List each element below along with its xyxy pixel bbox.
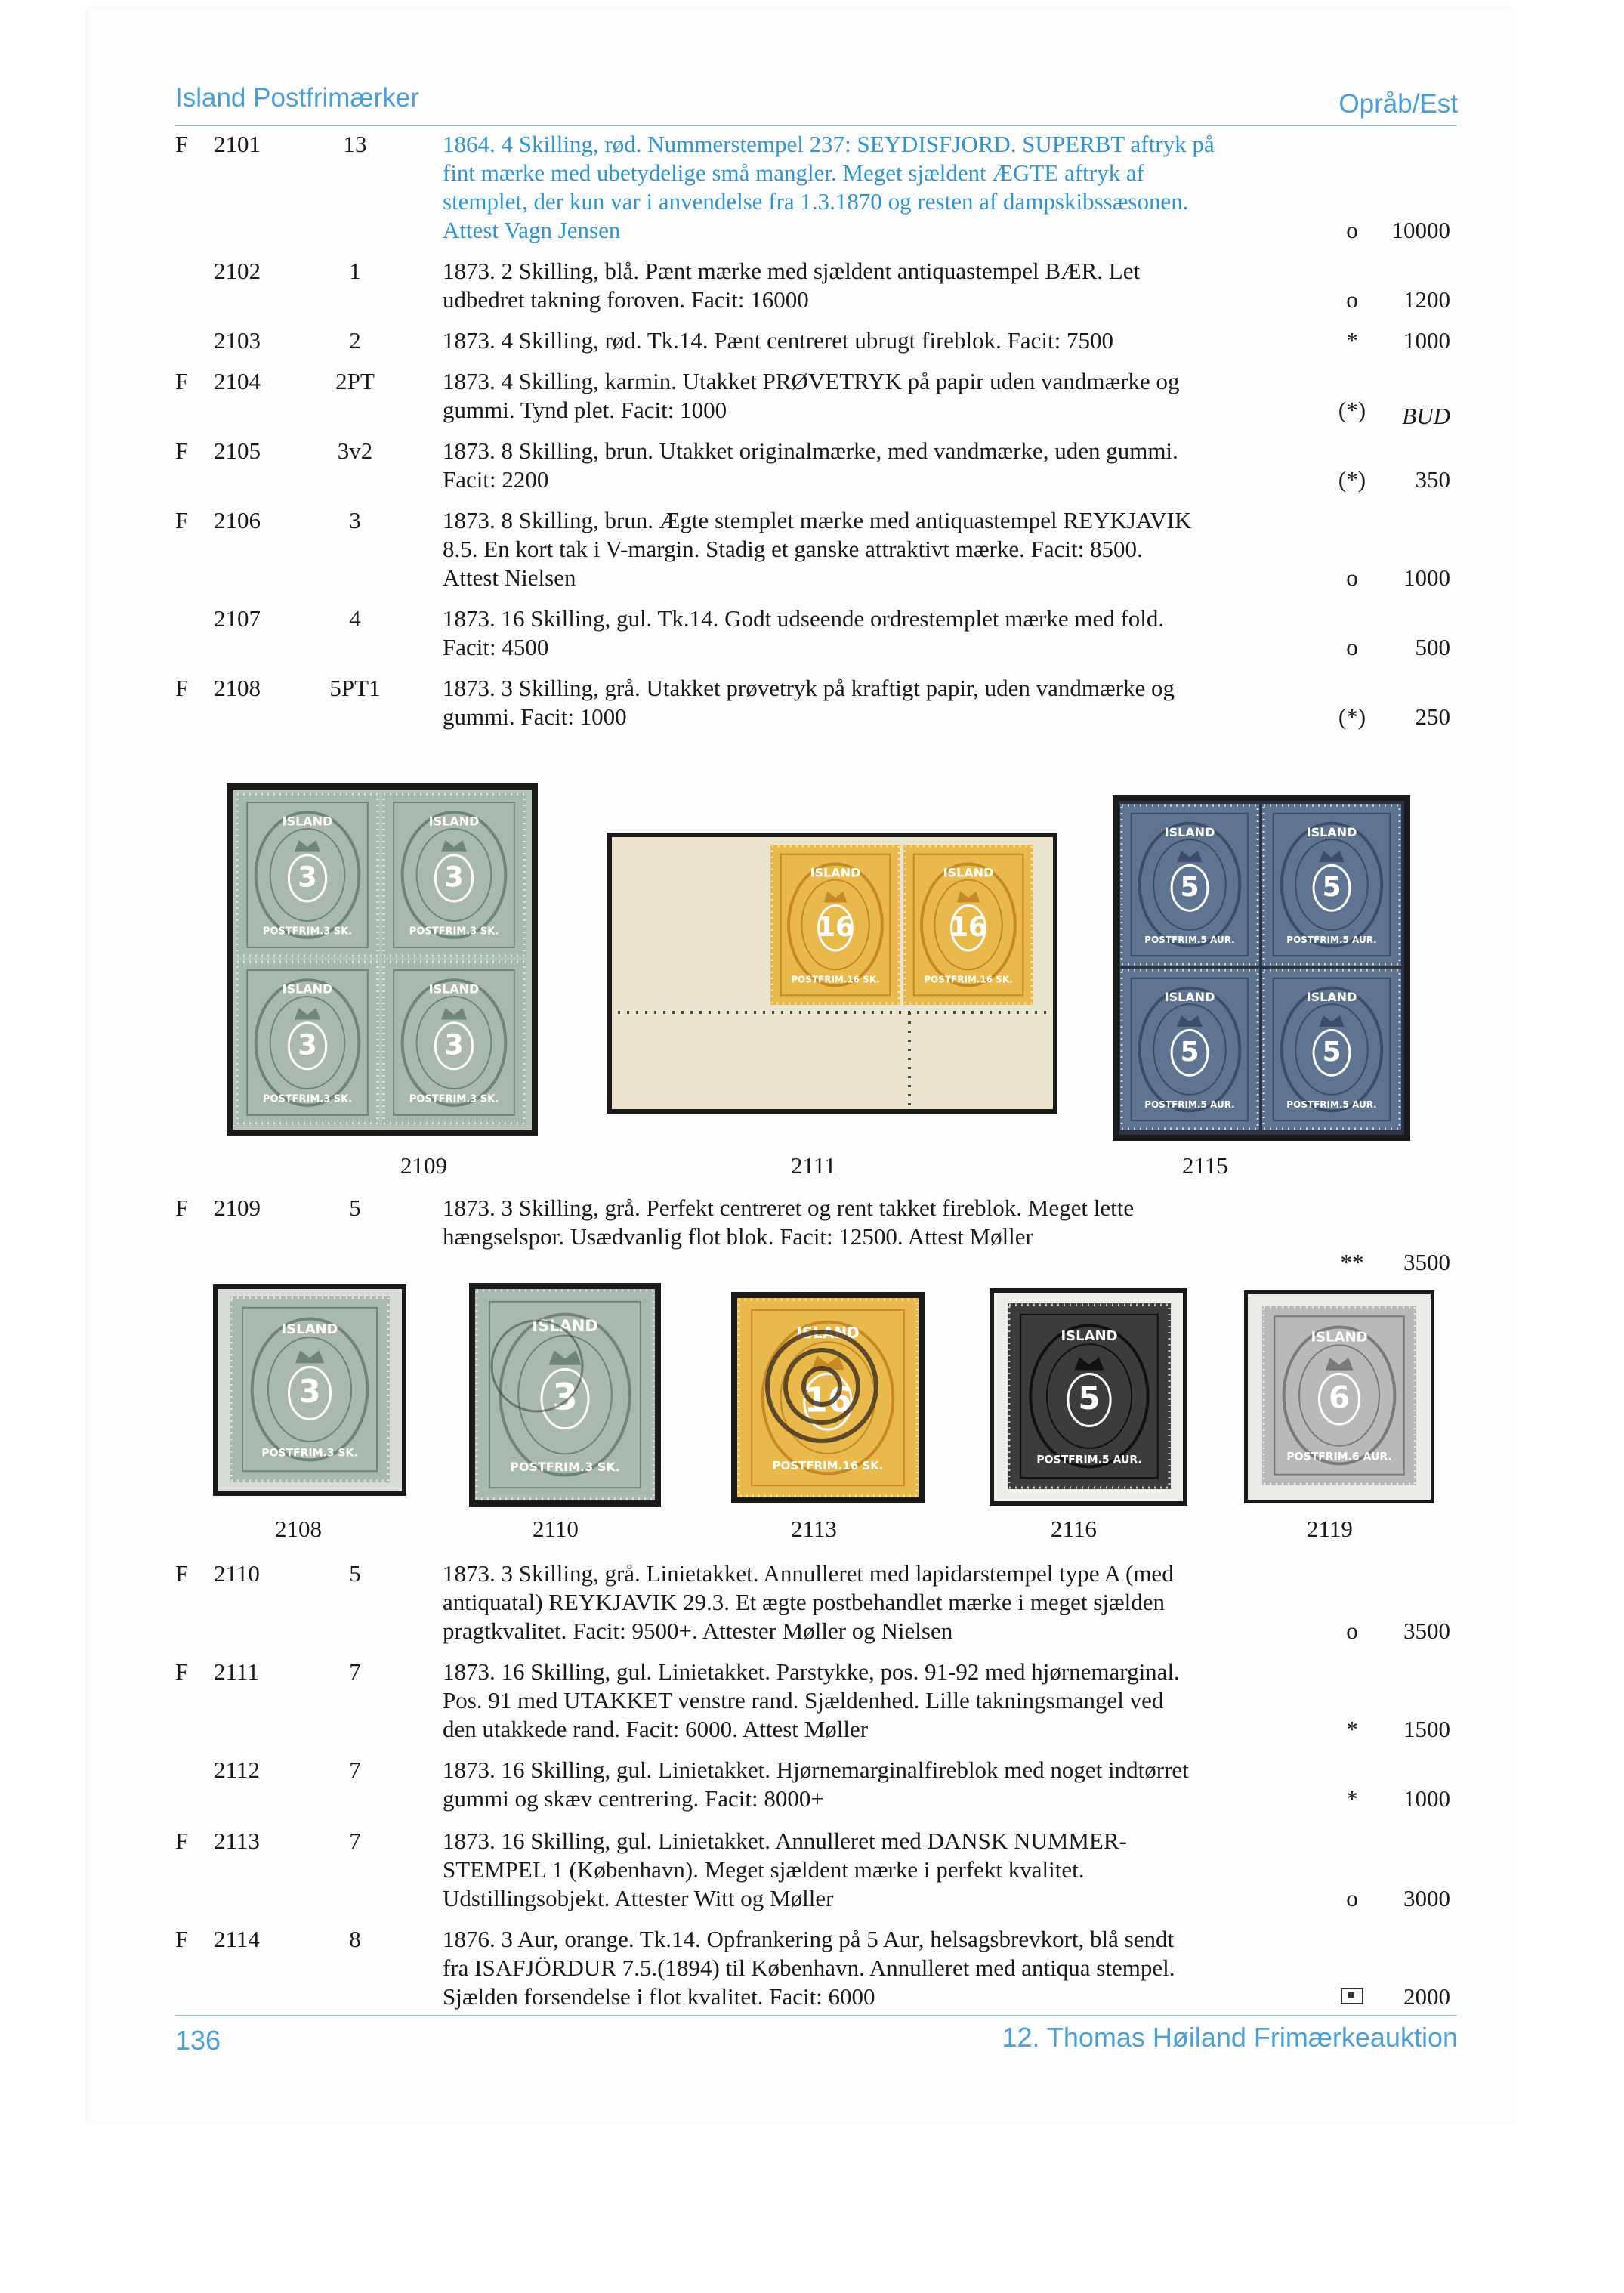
estimate-price: 1000 [1403,327,1450,354]
svg-text:POSTFRIM.16 SK.: POSTFRIM.16 SK. [791,974,880,985]
condition-symbol: * [1346,1785,1358,1812]
catalogue-number: 5 [349,1194,361,1221]
lot-description [443,1827,1326,1913]
lot-description-line: fint mærke med ubetydelige små mangler. Meget sjældent ÆGTE aftryk af [443,159,1144,186]
stamp [1120,969,1259,1130]
caption-2110: 2110 [533,1516,579,1542]
stamp [903,845,1033,1005]
auction-title: 12. Thomas Høiland Frimærkeauktion [1002,2022,1458,2053]
lot-description-line: 1873. 8 Skilling, brun. Ægte stemplet mærke med antiquastempel REYKJAVIK [443,507,1192,533]
featured-flag: F [175,1194,189,1221]
stamp [382,960,526,1125]
estimate-price: 10000 [1391,217,1450,243]
estimate-price: 2000 [1403,1983,1450,2010]
svg-text:POSTFRIM.5 AUR.: POSTFRIM.5 AUR. [1144,1099,1235,1111]
stamp [230,1296,390,1482]
lot-description-line: udbedret takning foroven. Facit: 16000 [443,286,809,313]
svg-text:POSTFRIM.5 AUR.: POSTFRIM.5 AUR. [1036,1454,1142,1466]
estimate-price: 1500 [1403,1716,1450,1742]
svg-text:ISLAND: ISLAND [428,981,480,997]
column-header-estimate: Opråb/Est [1338,89,1458,119]
catalogue-number: 8 [349,1926,361,1952]
lot-description-line: 1873. 8 Skilling, brun. Utakket originalmærke, med vandmærke, uden gummi. [443,437,1178,464]
lot-number: 2106 [214,507,261,533]
stamp [770,845,900,1005]
svg-text:ISLAND: ISLAND [1311,1329,1368,1346]
condition-symbol: o [1346,634,1358,660]
svg-text:ISLAND: ISLAND [282,981,333,997]
lot-description [443,1559,1326,1646]
lot-description-line: Udstillingsobjekt. Attester Witt og Møller [443,1885,834,1911]
stamp-image-2116 [990,1288,1187,1510]
svg-text:POSTFRIM.3 SK.: POSTFRIM.3 SK. [409,926,499,938]
stamp [236,960,379,1125]
featured-flag: F [175,507,189,533]
svg-text:ISLAND: ISLAND [943,865,994,880]
caption-2108: 2108 [275,1516,322,1542]
condition-symbol: * [1346,1716,1358,1742]
lot-description-line: antiquatal) REYKJAVIK 29.3. Et ægte postbehandlet mærke i meget sjælden [443,1589,1165,1615]
catalogue-number: 7 [349,1828,361,1854]
estimate-price: 3500 [1403,1249,1450,1275]
lot-description [443,1756,1326,1813]
featured-flag: F [175,675,189,701]
svg-text:3: 3 [298,1373,321,1411]
lot-number: 2113 [214,1828,260,1854]
lot-number: 2108 [214,675,261,701]
lot-description [443,1194,1326,1251]
svg-text:ISLAND: ISLAND [532,1317,598,1335]
caption-2119: 2119 [1307,1516,1353,1542]
stamp-image-2110 [469,1283,661,1510]
svg-text:ISLAND: ISLAND [1306,989,1357,1004]
lot-description-line: gummi. Facit: 1000 [443,703,627,730]
svg-text:POSTFRIM.3 SK.: POSTFRIM.3 SK. [409,1093,499,1105]
svg-text:5: 5 [1322,1036,1341,1068]
lot-description-line: 1873. 3 Skilling, grå. Utakket prøvetryk på kraftigt papir, uden vandmærke og [443,675,1175,701]
svg-text:3: 3 [444,1028,464,1062]
condition-symbol: (*) [1338,466,1366,493]
condition-symbol: o [1346,1885,1358,1911]
lot-description-line: Facit: 2200 [443,466,549,493]
featured-flag: F [175,1828,189,1854]
stamp-image-2115 [1113,795,1410,1145]
estimate-price: BUD [1402,403,1450,429]
lot-description-line: 1873. 16 Skilling, gul. Tk.14. Godt udseende ordrestemplet mærke med fold. [443,605,1165,632]
featured-flag: F [175,1658,189,1685]
svg-text:POSTFRIM.5 AUR.: POSTFRIM.5 AUR. [1286,1099,1377,1111]
svg-text:ISLAND: ISLAND [428,814,480,829]
catalogue-number: 3 [349,507,361,533]
estimate-price: 350 [1415,466,1450,493]
svg-text:16: 16 [816,911,855,943]
lot-number: 2110 [214,1560,260,1587]
lot-description-line: 1873. 2 Skilling, blå. Pænt mærke med sjældent antiquastempel BÆR. Let [443,258,1141,284]
lot-description [443,326,1326,355]
featured-flag: F [175,131,189,157]
condition-symbol: (*) [1338,397,1366,423]
page-number: 136 [175,2025,221,2056]
featured-flag: F [175,437,189,464]
estimate-price: 3500 [1403,1618,1450,1644]
section-title: Island Postfrimærker [175,83,419,113]
catalogue-number: 2 [349,327,361,354]
stamp [1262,804,1401,966]
lot-description-line: Attest Nielsen [443,564,576,591]
lot-number: 2114 [214,1926,260,1952]
svg-text:POSTFRIM.6 AUR.: POSTFRIM.6 AUR. [1286,1451,1392,1463]
svg-text:3: 3 [552,1376,578,1419]
lot-number: 2101 [214,131,261,157]
catalogue-number: 3v2 [337,437,373,464]
lot-description-line: gummi. Tynd plet. Facit: 1000 [443,397,727,423]
lot-description [443,130,1326,245]
lot-number: 2103 [214,327,261,354]
svg-text:ISLAND: ISLAND [1061,1328,1118,1345]
lot-number: 2102 [214,258,261,284]
svg-text:POSTFRIM.3 SK.: POSTFRIM.3 SK. [261,1447,358,1460]
catalogue-number: 5 [349,1560,361,1587]
svg-text:16: 16 [949,911,988,943]
lot-description-line: Sjælden forsendelse i flot kvalitet. Facit: 6000 [443,1983,875,2010]
condition-symbol: o [1346,217,1358,243]
estimate-price: 1200 [1403,286,1450,313]
lot-description-line: 1873. 4 Skilling, karmin. Utakket PRØVETRYK på papir uden vandmærke og [443,368,1180,394]
lot-description-line: STEMPEL 1 (København). Meget sjældent mærke i perfekt kvalitet. [443,1856,1085,1883]
lot-description-line: hængselspor. Usædvanlig flot blok. Facit: 12500. Attest Møller [443,1223,1033,1250]
lot-description [443,604,1326,662]
lot-description-line: 1864. 4 Skilling, rød. Nummerstempel 237: SEYDISFJORD. SUPERBT aftryk på [443,131,1215,157]
svg-text:POSTFRIM.16 SK.: POSTFRIM.16 SK. [772,1459,884,1473]
svg-text:ISLAND: ISLAND [1306,824,1357,839]
condition-symbol: o [1346,1618,1358,1644]
condition-symbol: o [1346,564,1358,591]
stamp [1008,1303,1171,1489]
lot-description-line: den utakkede rand. Facit: 6000. Attest Møller [443,1716,869,1742]
footer-rule [175,2015,1457,2016]
stamp-image-2111 [607,833,1057,1117]
stamp-image-2113 [731,1292,925,1507]
lot-description-line: fra ISAFJÖRDUR 7.5.(1894) til København. Annulleret med antiqua stempel. [443,1955,1175,1981]
stamp [1262,1306,1416,1485]
lot-number: 2111 [214,1658,259,1685]
lot-description-line: 1873. 3 Skilling, grå. Linietakket. Annulleret med lapidarstempel type A (med [443,1560,1174,1587]
estimate-price: 1000 [1403,1785,1450,1812]
estimate-price: 250 [1415,703,1450,730]
condition-symbol: * [1346,327,1358,354]
svg-text:POSTFRIM.3 SK.: POSTFRIM.3 SK. [262,926,353,938]
header-rule [175,125,1457,126]
catalogue-number: 2PT [335,368,375,394]
lot-description-line: Attest Vagn Jensen [443,217,621,243]
stamp [1262,969,1401,1130]
condition-symbol: ** [1340,1249,1364,1275]
lot-description [443,367,1326,425]
svg-text:3: 3 [298,1028,317,1062]
svg-text:ISLAND: ISLAND [282,814,333,829]
catalogue-number: 7 [349,1757,361,1783]
lot-description [443,257,1326,314]
lot-number: 2104 [214,368,261,394]
svg-text:POSTFRIM.3 SK.: POSTFRIM.3 SK. [262,1093,353,1105]
estimate-price: 3000 [1403,1885,1450,1911]
caption-2116: 2116 [1051,1516,1097,1542]
lot-description-line: gummi og skæv centrering. Facit: 8000+ [443,1785,824,1812]
stamp [737,1298,919,1497]
lot-description-line: Facit: 4500 [443,634,549,660]
stamp [1120,804,1259,966]
featured-flag: F [175,1560,189,1587]
estimate-price: 1000 [1403,564,1450,591]
lot-description-line: stemplet, der kun var i anvendelse fra 1.3.1870 og resten af dampskibssæsonen. [443,188,1189,215]
svg-text:POSTFRIM.3 SK.: POSTFRIM.3 SK. [510,1459,620,1474]
stamp-image-2108 [213,1284,406,1500]
lot-description-line: 8.5. En kort tak i V-margin. Stadig et ganske attraktivt mærke. Facit: 8500. [443,536,1143,562]
stamp-image-2119 [1244,1290,1434,1507]
caption-2115: 2115 [1182,1152,1228,1179]
catalogue-number: 5PT1 [329,675,381,701]
caption-2109: 2109 [400,1152,447,1179]
lot-number: 2112 [214,1757,260,1783]
condition-symbol: (*) [1338,703,1366,730]
stamp-image-2109 [227,783,538,1139]
caption-2113: 2113 [791,1516,837,1542]
svg-text:16: 16 [804,1380,852,1420]
lot-description-line: 1873. 16 Skilling, gul. Linietakket. Parstykke, pos. 91-92 med hjørnemarginal. [443,1658,1180,1685]
lot-description [443,437,1326,494]
lot-description [443,506,1326,592]
cover-icon [1329,1982,1375,2011]
catalogue-number: 13 [343,131,367,157]
svg-text:5: 5 [1180,1036,1199,1068]
stamp [382,793,526,957]
stamp [236,793,379,957]
svg-text:POSTFRIM.5 AUR.: POSTFRIM.5 AUR. [1286,935,1377,946]
svg-text:5: 5 [1322,871,1341,903]
svg-text:5: 5 [1078,1380,1101,1417]
svg-text:ISLAND: ISLAND [810,865,861,880]
svg-text:ISLAND: ISLAND [281,1321,338,1338]
lot-number: 2105 [214,437,261,464]
lot-description [443,1925,1326,2011]
svg-text:3: 3 [444,861,464,894]
svg-text:ISLAND: ISLAND [1164,989,1215,1004]
lot-description-line: 1873. 3 Skilling, grå. Perfekt centreret og rent takket fireblok. Meget lette [443,1194,1135,1221]
lot-number: 2109 [214,1194,261,1221]
svg-text:ISLAND: ISLAND [1164,824,1215,839]
lot-description-line: 1873. 16 Skilling, gul. Linietakket. Annulleret med DANSK NUMMER- [443,1828,1127,1854]
catalogue-number: 7 [349,1658,361,1685]
lot-description-line: 1876. 3 Aur, orange. Tk.14. Opfrankering på 5 Aur, helsagsbrevkort, blå sendt [443,1926,1175,1952]
lot-description-line: pragtkvalitet. Facit: 9500+. Attester Møller og Nielsen [443,1618,953,1644]
lot-description-line: 1873. 4 Skilling, rød. Tk.14. Pænt centreret ubrugt fireblok. Facit: 7500 [443,327,1113,354]
svg-text:ISLAND: ISLAND [796,1323,860,1342]
caption-2111: 2111 [791,1152,836,1179]
featured-flag: F [175,1926,189,1952]
svg-text:POSTFRIM.16 SK.: POSTFRIM.16 SK. [924,974,1013,985]
catalogue-number: 1 [349,258,361,284]
lot-description-line: 1873. 16 Skilling, gul. Linietakket. Hjørnemarginalfireblok med noget indtørret [443,1757,1189,1783]
svg-text:3: 3 [298,861,317,894]
svg-text:POSTFRIM.5 AUR.: POSTFRIM.5 AUR. [1144,935,1235,946]
svg-text:6: 6 [1329,1380,1350,1416]
lot-description-line: Pos. 91 med UTAKKET venstre rand. Sjældenhed. Lille takningsmangel ved [443,1687,1164,1714]
estimate-price: 500 [1415,634,1450,660]
lot-number: 2107 [214,605,261,632]
lot-description [443,674,1326,731]
svg-text:5: 5 [1180,871,1199,903]
lot-description [443,1658,1326,1744]
catalogue-number: 4 [349,605,361,632]
featured-flag: F [175,368,189,394]
condition-symbol: o [1346,286,1358,313]
